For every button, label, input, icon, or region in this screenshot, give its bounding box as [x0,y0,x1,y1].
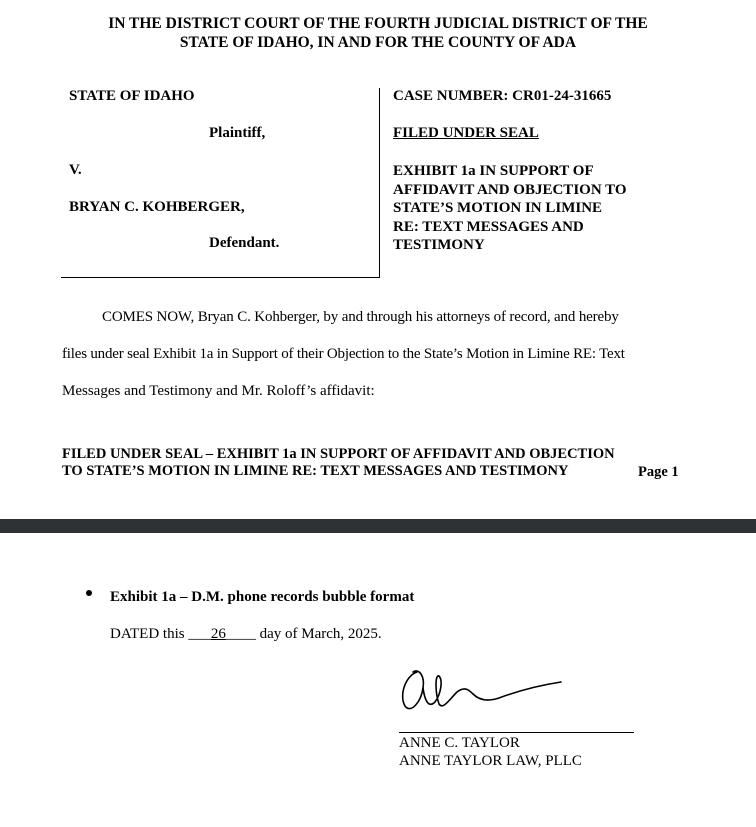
defendant-label: Defendant. [209,235,280,251]
body-line-1: COMES NOW, Bryan C. Kohberger, by and through his attorneys of record, and hereby [102,309,619,325]
document-title-line: EXHIBIT 1a IN SUPPORT OF [393,163,594,179]
plaintiff-label: Plaintiff, [209,125,266,141]
dated-prefix: DATED this ___ [110,626,211,642]
page-number: Page 1 [638,464,679,480]
signatory-name: ANNE C. TAYLOR [399,735,520,751]
document-title-line: AFFIDAVIT AND OBJECTION TO [393,181,627,198]
footer-line-1: FILED UNDER SEAL – EXHIBIT 1a IN SUPPORT OF AFFIDAVIT AND OBJECTION [62,446,615,462]
caption-vertical-rule [379,88,380,278]
document-title [393,162,627,255]
document-title-line: STATE’S MOTION IN LIMINE [393,200,603,216]
exhibit-list-item: Exhibit 1a – D.M. phone records bubble format [110,589,415,605]
signature-line [399,732,634,733]
defendant-name: BRYAN C. KOHBERGER, [69,199,245,215]
seal-notice: FILED UNDER SEAL [393,125,539,141]
dated-day: 26 [210,626,226,642]
document-title-line: RE: TEXT MESSAGES AND [393,218,584,235]
signatory-firm: ANNE TAYLOR LAW, PLLC [399,753,582,769]
handwritten-signature [395,662,565,720]
dated-line [110,626,382,643]
body-line-2: files under seal Exhibit 1a in Support of their Objection to the State’s Motion in Limine RE: Text [62,346,625,362]
court-header-line-1: IN THE DISTRICT COURT OF THE FOURTH JUDICIAL DISTRICT OF THE [108,15,648,32]
body-line-3: Messages and Testimony and Mr. Roloff’s affidavit: [62,383,375,399]
dated-suffix: ____ day of March, 2025. [225,626,382,642]
bullet-dot-icon [86,590,92,596]
document-title-line: TESTIMONY [393,237,485,253]
versus-label: V. [69,162,82,178]
caption-horizontal-rule [61,277,380,278]
plaintiff-name: STATE OF IDAHO [69,88,195,104]
page-divider [0,519,756,533]
footer-line-2: TO STATE’S MOTION IN LIMINE RE: TEXT MESSAGES AND TESTIMONY [62,463,569,479]
court-header-line-2: STATE OF IDAHO, IN AND FOR THE COUNTY OF ADA [179,34,577,51]
court-header [0,14,756,52]
case-number: CASE NUMBER: CR01-24-31665 [393,88,612,104]
